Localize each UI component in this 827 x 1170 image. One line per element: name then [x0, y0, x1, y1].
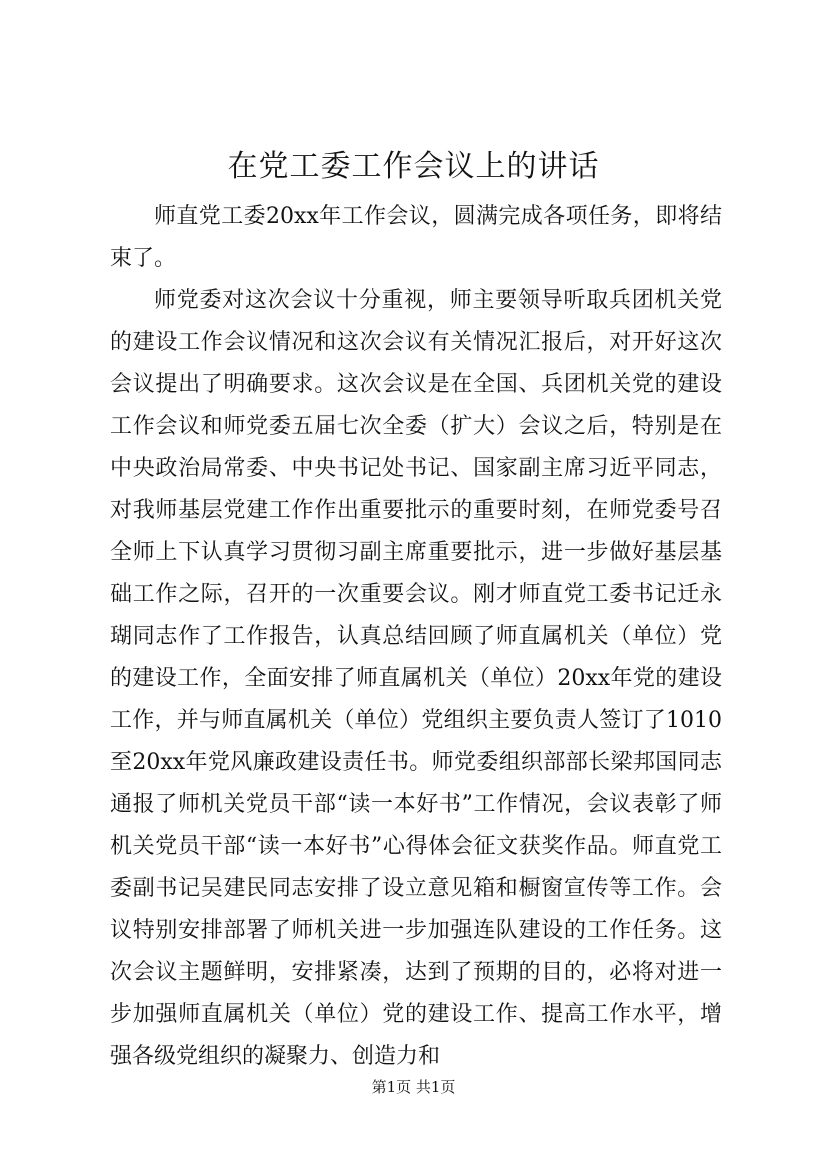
document-title: 在党工委工作会议上的讲话 — [227, 149, 600, 184]
paragraph-1: 师直党工委20xx年工作会议，圆满完成各项任务，即将结束了。 — [110, 204, 722, 271]
paragraph-2: 师党委对这次会议十分重视，师主要领导听取兵团机关党的建设工作会议情况和这次会议有关情况汇报后，对开好这次会议提出了明确要求。这次会议是在全国、兵团机关党的建设工作会议和师党委五届七次全委（扩大）会议之后，特别是在中央政治局常委、中央书记处书记、国家副主席习近平同志，对我师基层党建工作作出重要批示的重要时刻，在师党委号召全师上下认真学习贯彻习副主席重要批示，进一步做好基层基础工作之际，召开的一次重要会议。刚才师直党工委书记迁永瑚同志作了工作报告，认真总结回顾了师直属机关（单位）党的建设工作，全面安排了师直属机关（单位）20xx年党的建设工作，并与师直属机关（单位）党组织主要负责人签订了1010至20xx年党风廉政建设责任书。师党委组织部部长梁邦国同志通报了师机关党员干部“读一本好书”工作情况，会议表彰了师机关党员干部“读一本好书”心得体会征文获奖作品。师直党工委副书记吴建民同志安排了设立意见箱和橱窗宣传等工作。会议特别安排部署了师机关进一步加强连队建设的工作任务。这次会议主题鲜明，安排紧凑，达到了预期的目的，必将对进一步加强师直属机关（单位）党的建设工作、提高工作水平，增强各级党组织的凝聚力、创造力和 — [110, 288, 722, 1069]
document-body — [110, 196, 722, 1078]
page-footer: 第1页 共1页 — [371, 1078, 456, 1096]
